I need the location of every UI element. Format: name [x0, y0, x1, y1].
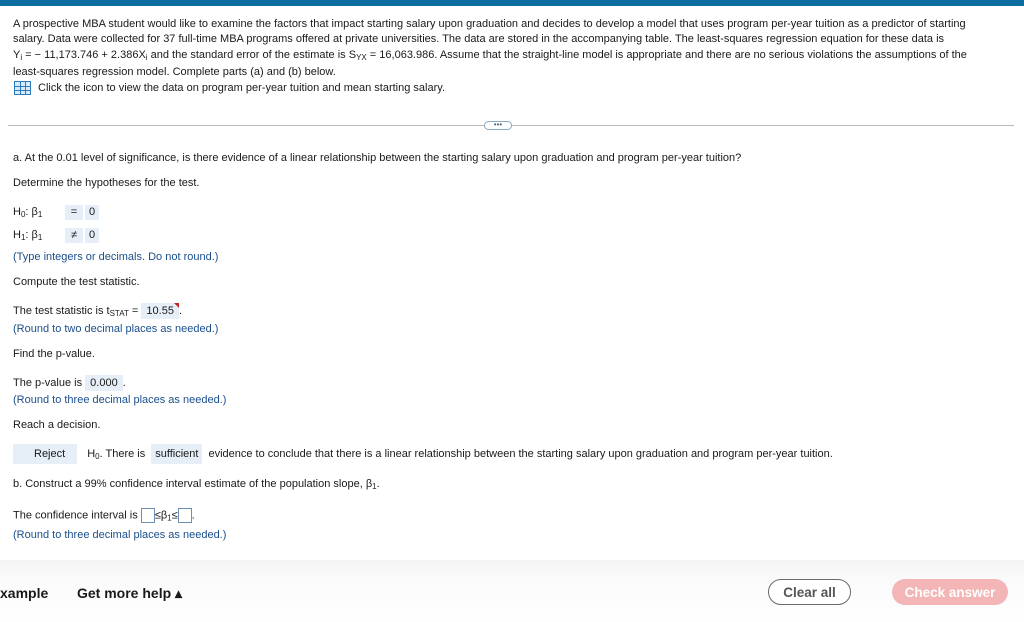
evidence-dropdown[interactable]: sufficient — [151, 444, 202, 464]
check-answer-button[interactable]: Check answer — [892, 579, 1008, 605]
table-icon[interactable] — [14, 81, 31, 95]
determine-hypotheses: Determine the hypotheses for the test. — [13, 177, 200, 189]
decision-dropdown[interactable]: Reject — [13, 444, 77, 464]
ci-upper-input[interactable] — [178, 508, 192, 523]
beta-sub: 1 — [372, 482, 377, 491]
stat-equals: = — [128, 305, 142, 317]
decision-mid-text: . There is — [99, 448, 146, 460]
beta-symbol: : β — [25, 206, 38, 218]
p-value-hint: (Round to three decimal places as needed.) — [13, 394, 227, 406]
p-value-row: The p-value is 0.000 . — [13, 377, 126, 389]
h-letter: H — [13, 206, 21, 218]
data-table-link[interactable] — [14, 81, 445, 95]
beta-symbol: : β — [25, 229, 38, 241]
stat-sub: STAT — [109, 309, 129, 318]
eq-tail: = 16,063.986. Assume that the straight-line model is appropriate and there are no serious violations the assumptions of the — [366, 48, 967, 61]
get-more-help-link[interactable]: Get more help ▴ — [77, 585, 183, 601]
problem-statement — [13, 17, 1008, 81]
intro-line-2: salary. Data were collected for 37 full-time MBA programs offered at private universities. The data are stored in the accompanying table. The least-squares regression equation for these data is — [13, 33, 945, 46]
part-b-question: b. Construct a 99% confidence interval estimate of the population slope, $\beta_1$. — [13, 478, 380, 491]
h-sub: 0 — [95, 451, 100, 461]
ci-beta: ≤β — [154, 509, 168, 522]
decision-row — [13, 444, 833, 464]
beta-sub: 1 — [37, 210, 43, 219]
decision-h0 — [87, 448, 99, 461]
h0-operator[interactable]: = — [65, 205, 83, 220]
reach-decision: Reach a decision. — [13, 419, 101, 431]
clear-all-button[interactable]: Clear all — [768, 579, 851, 605]
h0-value[interactable]: 0 — [85, 205, 99, 220]
eq-y: Y — [13, 48, 21, 61]
expand-handle[interactable]: ••• — [484, 121, 512, 130]
stat-prefix: The test statistic is t — [13, 305, 110, 317]
null-hypothesis — [13, 205, 99, 220]
eq-text: and the standard error of the estimate is S — [147, 48, 357, 61]
h1-operator[interactable]: ≠ — [65, 228, 83, 243]
intro-line-4: least-squares regression model. Complete parts (a) and (b) below. — [13, 66, 336, 79]
eq-sub: i — [145, 52, 148, 62]
hypothesis-hint: (Type integers or decimals. Do not round.) — [13, 251, 219, 263]
ci-hint: (Round to three decimal places as needed.) — [13, 529, 227, 541]
alt-hypothesis — [13, 228, 99, 243]
h-sub: 0 — [20, 210, 26, 219]
eq-sub: i — [20, 52, 23, 62]
compute-statistic: Compute the test statistic. — [13, 276, 140, 288]
statistic-hint: (Round to two decimal places as needed.) — [13, 323, 219, 335]
h1-value[interactable]: 0 — [85, 228, 99, 243]
find-p-value: Find the p-value. — [13, 348, 95, 360]
part-b-text: b. Construct a 99% confidence interval estimate of the population slope, β — [13, 478, 373, 490]
ci-le: ≤ — [171, 509, 178, 522]
h-letter: H — [13, 229, 21, 241]
regression-equation — [13, 48, 1008, 65]
h0-label — [13, 206, 57, 219]
test-statistic-value: 10.55 — [146, 305, 174, 317]
confidence-interval-row: The confidence interval is $\le\beta_1\le$ . — [13, 509, 195, 523]
intro-line-1: A prospective MBA student would like to examine the factors that impact starting salary upon graduation and decides to develop a model that uses program per-year tuition as a predictor of starting — [13, 18, 966, 30]
data-link-text[interactable]: Click the icon to view the data on program per-year tuition and mean starting salary. — [38, 82, 445, 94]
beta-sub: 1 — [37, 233, 43, 242]
h-letter: H — [87, 447, 96, 460]
view-example-link[interactable]: xample — [0, 585, 49, 601]
p-value-input[interactable]: 0.000 — [85, 375, 123, 391]
h1-label — [13, 229, 57, 242]
decision-conclusion: evidence to conclude that there is a linear relationship between the starting salary upon graduation and program per-year tuition. — [208, 448, 833, 460]
ci-lower-input[interactable] — [141, 508, 155, 523]
top-accent-bar — [0, 0, 1024, 6]
eq-sub: YX — [356, 52, 367, 62]
test-statistic-input[interactable] — [141, 303, 179, 319]
incorrect-marker-icon — [174, 303, 179, 308]
beta-sub: 1 — [167, 513, 172, 523]
h-sub: 1 — [20, 233, 26, 242]
eq-middle: = − 11,173.746 + 2.386X — [22, 48, 146, 61]
test-statistic-row: The test statistic is $t_{STAT} = 10.55$ . — [13, 305, 182, 318]
part-a-question: a. At the 0.01 level of significance, is there evidence of a linear relationship between the starting salary upon graduation and program per-year tuition? — [13, 152, 742, 164]
p-prefix: The p-value is — [13, 377, 86, 389]
ci-prefix: The confidence interval is — [13, 509, 141, 522]
